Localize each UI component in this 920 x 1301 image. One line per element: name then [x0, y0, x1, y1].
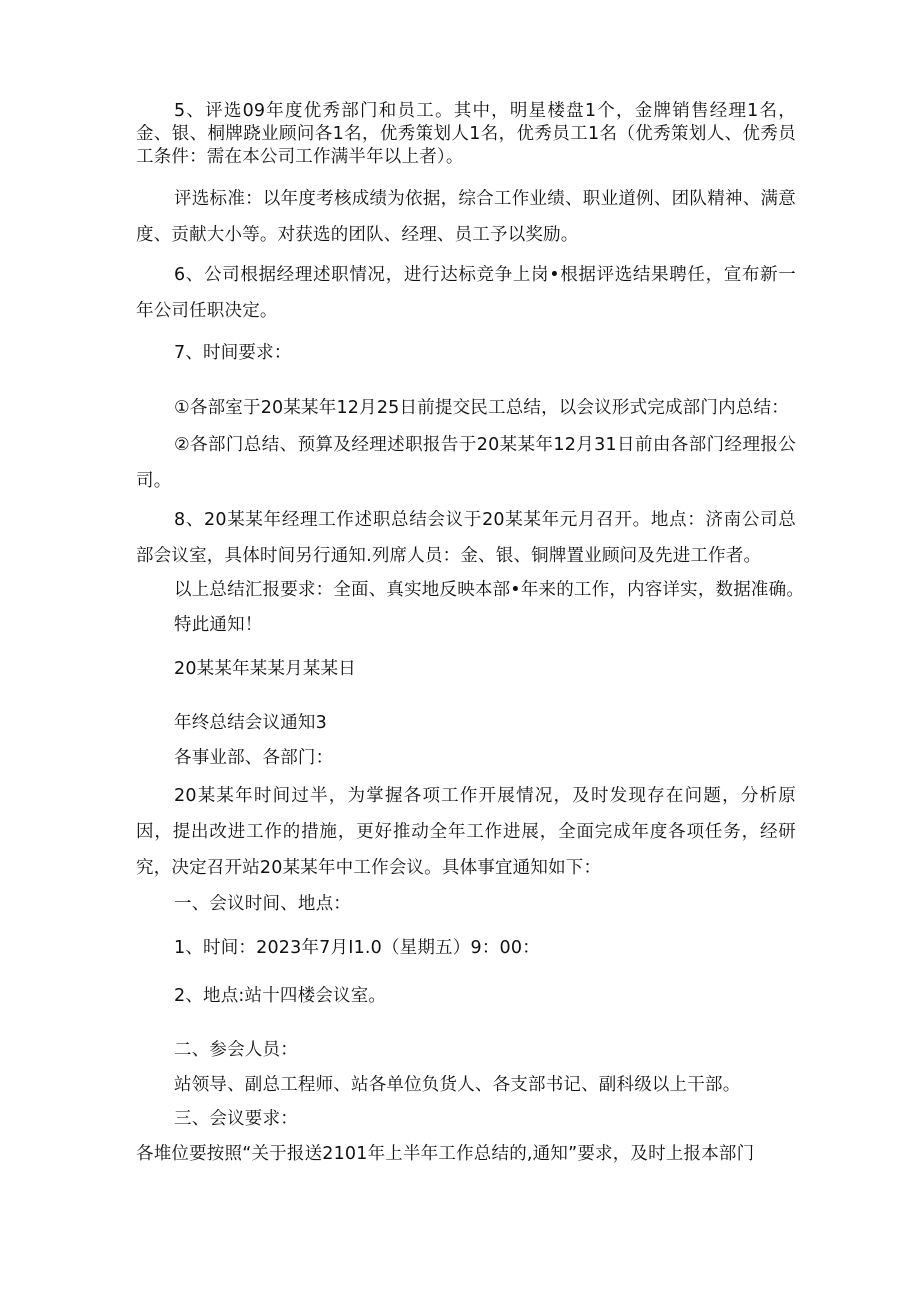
heading-attendees: 二、参会人员： [174, 1040, 298, 1060]
paragraph-notice-end: 特此通知！ [174, 615, 263, 635]
heading-meeting-time-place: 一、会议时间、地点： [174, 894, 351, 914]
paragraph-time: 1、时间：2023年7月I1.0（星期五）9：00： [174, 938, 540, 958]
paragraph-criteria: 评选标准：以年度考核成绩为依据，综合工作业绩、职业道例、团队精神、满意度、贡献大小等。对获选的团队、经理、员工予以奖励。 [136, 189, 796, 245]
paragraph-sub-1: ①各部室于20某某年12月25日前提交民工总结，以会议形式完成部门内总结： [174, 398, 789, 418]
paragraph-sub-2: ②各部门总结、预算及经理述职报告于20某某年12月31日前由各部门经理报公司。 [136, 435, 796, 491]
paragraph-requirements: 各堆位要按照“关于报送2101年上半年工作总结的,通知”要求，及时上报本部门 [136, 1144, 755, 1164]
paragraph-location: 2、地点:站十四楼会议室。 [174, 986, 387, 1006]
paragraph-intro: 20某某年时间过半，为掌握各项工作开展情况，及时发现存在问题，分析原因，提出改进工作的措施，更好推动全年工作进展，全面完成年度各项任务，经研究，决定召开站20某某年中工作会议。具体事宜通知如下： [136, 786, 796, 878]
paragraph-summary-requirement: 以上总结汇报要求：全面、真实地反映本部•年来的工作，内容详实，数据准确。 [174, 580, 805, 600]
heading-requirements: 三、会议要求： [174, 1109, 298, 1129]
paragraph-item-7: 7、时间要求： [174, 343, 292, 363]
paragraph-recipients: 各事业部、各部门： [174, 748, 334, 768]
section-heading-notice-3: 年终总结会议通知3 [174, 713, 327, 733]
paragraph-item-5: 5、评选09年度优秀部门和员工。其中，明星楼盘1个，金牌销售经理1名，金、银、桐牌跷业顾问各1名，优秀策划人1名，优秀员工1名（优秀策划人、优秀员工条件：需在本公司工作满半年以上者）。 [136, 101, 796, 167]
paragraph-date: 20某某年某某月某某日 [174, 659, 356, 679]
paragraph-item-6: 6、公司根据经理述职情况，进行达标竞争上岗•根据评选结果聘任，宣布新一年公司任职决定。 [136, 265, 796, 321]
paragraph-item-8: 8、20某某年经理工作述职总结会议于20某某年元月召开。地点：济南公司总部会议室，具体时间另行通知.列席人员：金、银、铜牌置业顾问及先进工作者。 [136, 510, 796, 566]
paragraph-attendees: 站领导、副总工程师、站各单位负货人、各支部书记、副科级以上干部。 [174, 1075, 741, 1095]
